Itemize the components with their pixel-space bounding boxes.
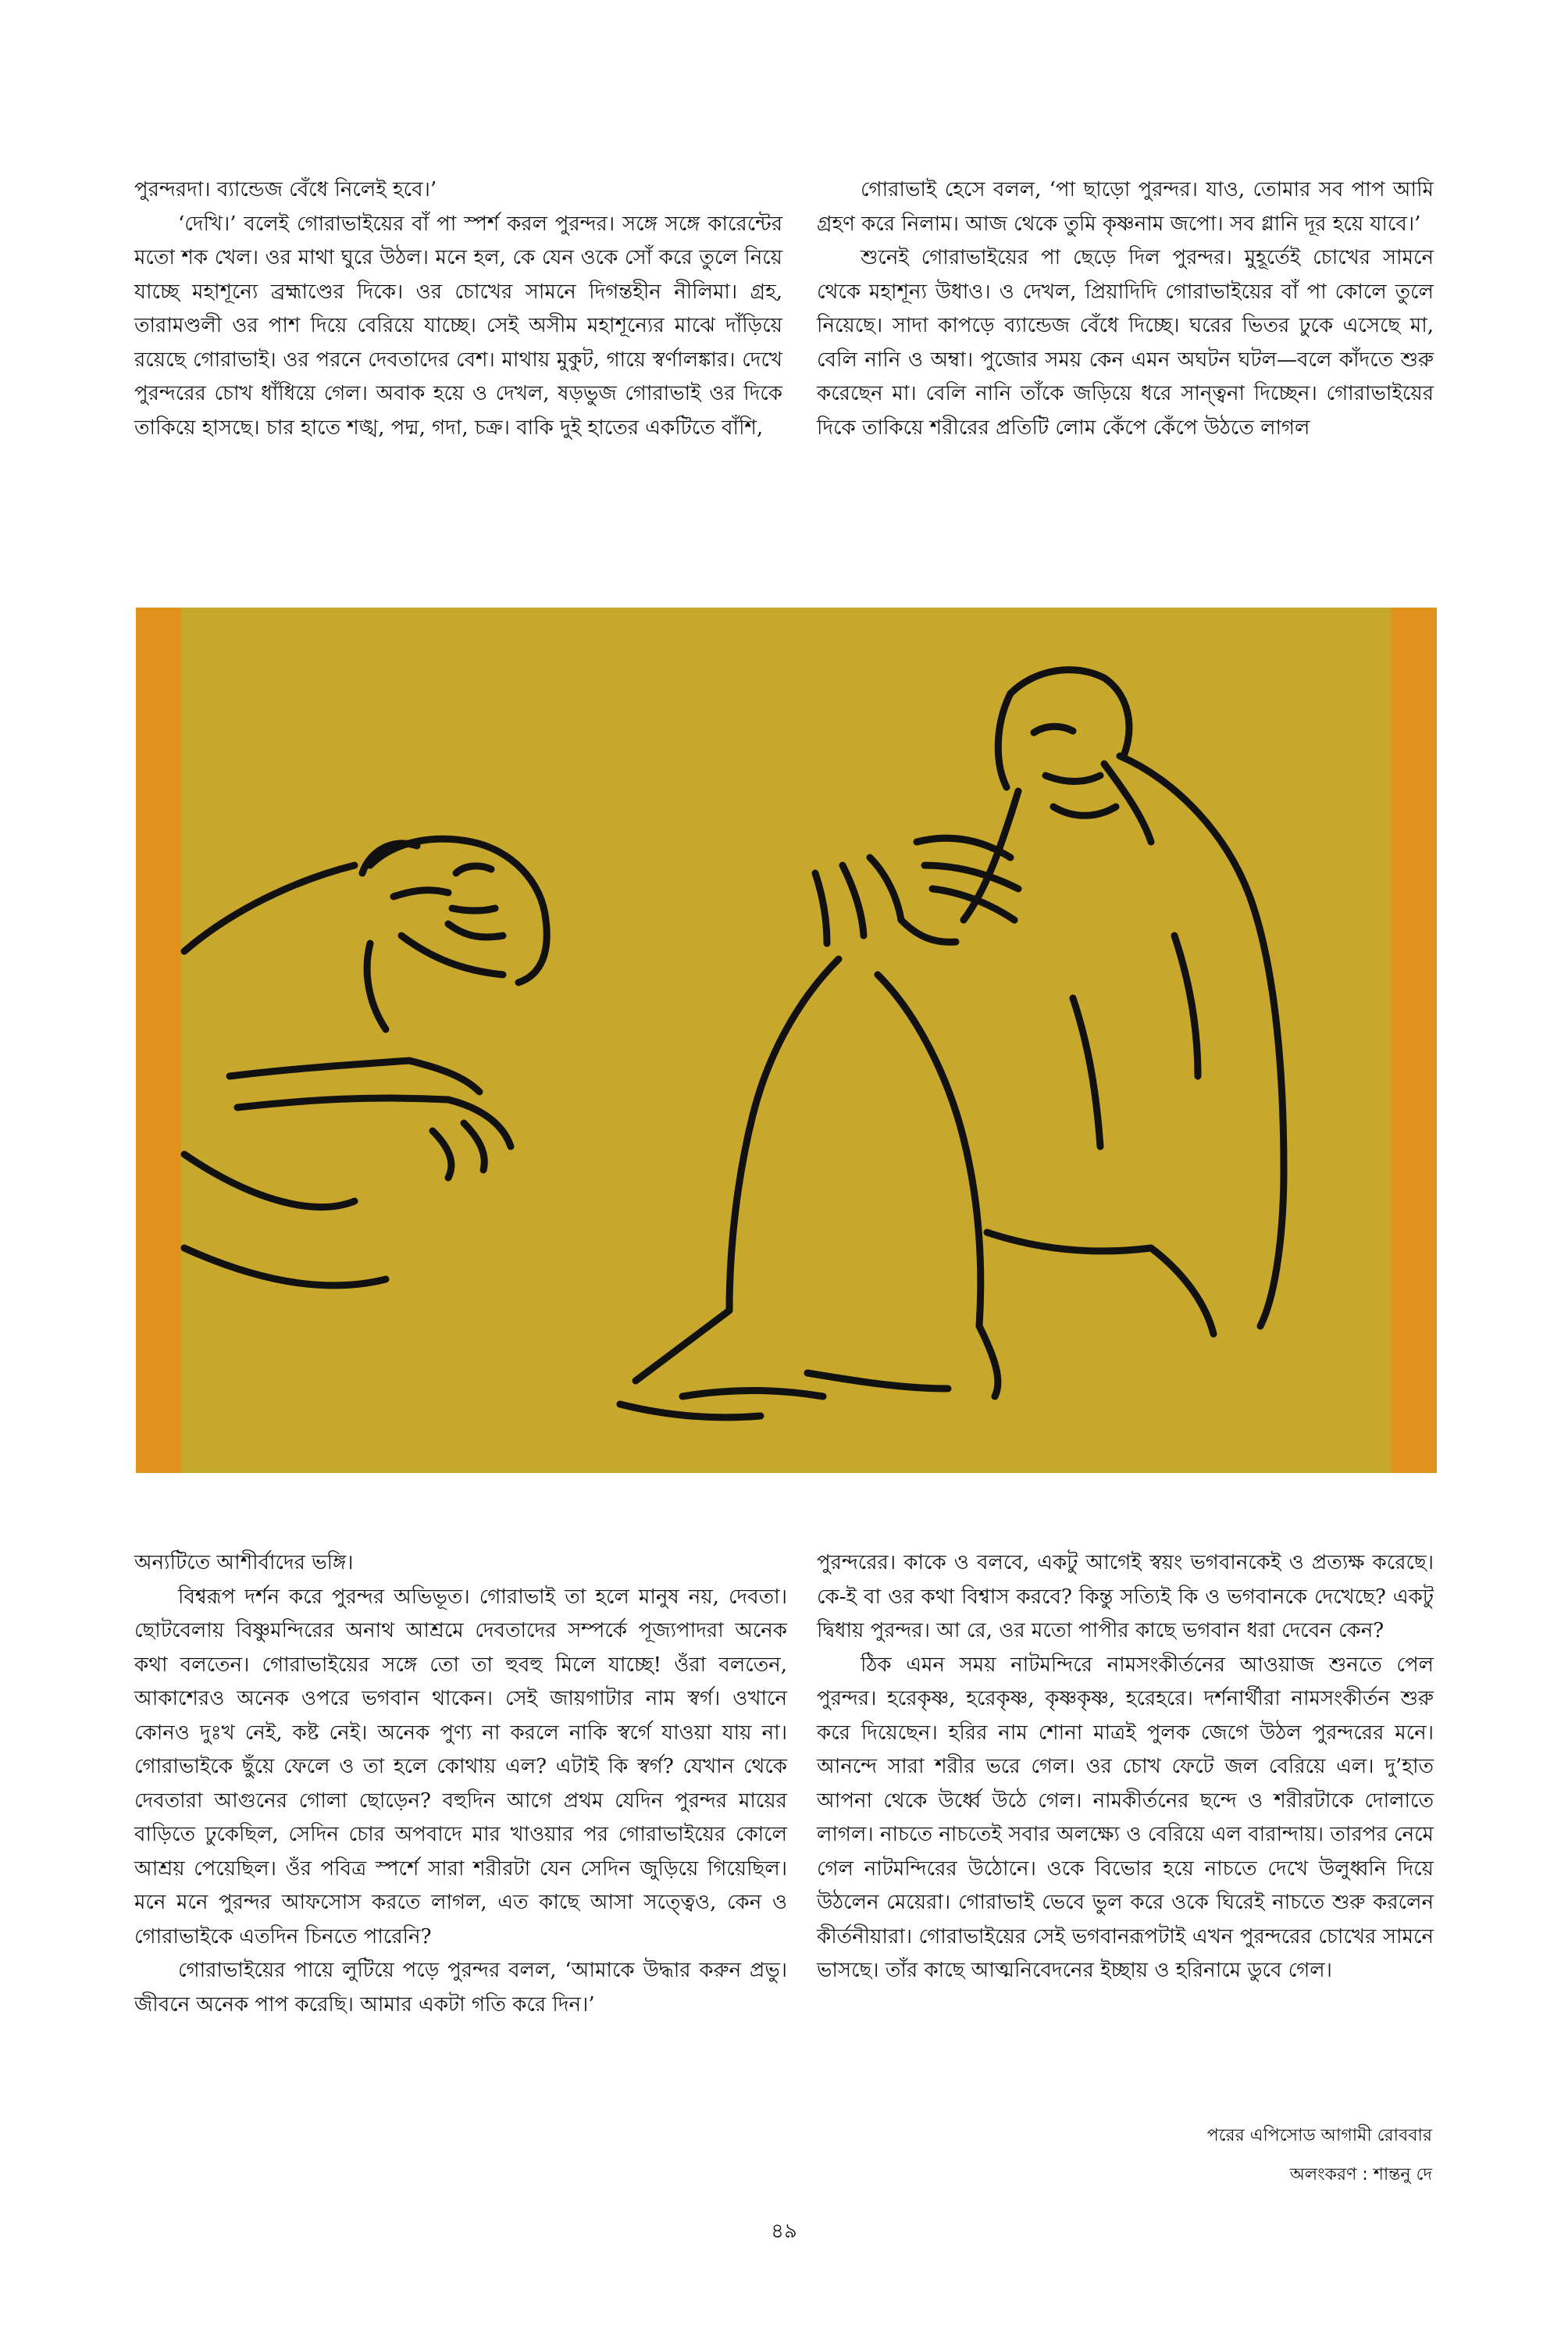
paragraph: শুনেই গোরাভাইয়ের পা ছেড়ে দিল পুরন্দর। মুহূর্তেই চোখের সামনে থেকে মহাশূন্য উধাও। ও দেখল, প্রিয়াদিদি গোরাভাইয়ের বাঁ পা কোলে তুলে নিয়েছে। সাদা কাপড়ে ব্যান্ডেজ বেঁধে দিচ্ছে। ঘরের ভিতর ঢুকে এসেছে মা, বেলি নানি ও অম্বা। পুজোর সময় কেন এমন অঘটন ঘটল—বলে কাঁদতে শুরু করেছেন মা। বেলি নানি তাঁকে জড়িয়ে ধরে সান্ত্বনা দিচ্ছেন। গোরাভাইয়ের দিকে তাকিয়ে শরীরের প্রতিটি লোম কেঁপে কেঁপে উঠতে লাগল: [817, 246, 1434, 440]
paragraph: বিশ্বরূপ দর্শন করে পুরন্দর অভিভূত। গোরাভাই তা হলে মানুষ নয়, দেবতা। ছোটবেলায় বিষ্ণুমন্দিরের অনাথ আশ্রমে দেবতাদের সম্পর্কে পূজ্যপাদরা অনেক কথা বলতেন। গোরাভাইয়ের সঙ্গে তো তা হুবহু মিলে যাচ্ছে! ওঁরা বলতেন, আকাশেরও অনেক ওপরে ভগবান থাকেন। সেই জায়গাটার নাম স্বর্গ। ওখানে কোনও দুঃখ নেই, কষ্ট নেই। অনেক পুণ্য না করলে নাকি স্বর্গে যাওয়া যায় না। গোরাভাইকে ছুঁয়ে ফেলে ও তা হলে কোথায় এল? এটাই কি স্বর্গ? যেখান থেকে দেবতারা আগুনের গোলা ছোড়েন? বহুদিন আগে প্রথম যেদিন পুরন্দর মায়ের বাড়িতে ঢুকেছিল, সেদিন চোর অপবাদে মার খাওয়ার পর গোরাভাইয়ের কোলে আশ্রয় পেয়েছিল। ওঁর পবিত্র স্পর্শে সারা শরীরটা যেন সেদিন জুড়িয়ে গিয়েছিল। মনে মনে পুরন্দর আফসোস করতে লাগল, এত কাছে আসা সত্ত্বেও, কেন ও গোরাভাইকে এতদিন চিনতে পারেনি?: [134, 1585, 787, 1949]
paragraph: পুরন্দরদা। ব্যান্ডেজ বেঁধে নিলেই হবে।’: [134, 178, 437, 201]
paragraph: ‘দেখি।’ বলেই গোরাভাইয়ের বাঁ পা স্পর্শ করল পুরন্দর। সঙ্গে সঙ্গে কারেন্টের মতো শক খেল। ওর মাথা ঘুরে উঠল। মনে হল, কে যেন ওকে সোঁ করে তুলে নিয়ে যাচ্ছে মহাশূন্যে ব্রহ্মাণ্ডের দিকে। ওর চোখের সামনে দিগন্তহীন নীলিমা। গ্রহ, তারামণ্ডলী ওর পাশ দিয়ে বেরিয়ে যাচ্ছে। সেই অসীম মহাশূন্যের মাঝে দাঁড়িয়ে রয়েছে গোরাভাই। ওর পরনে দেবতাদের বেশ। মাথায় মুকুট, গায়ে স্বর্ণালঙ্কার। দেখে পুরন্দরের চোখ ধাঁধিয়ে গেল। অবাক হয়ে ও দেখল, ষড়ভুজ গোরাভাই ওর দিকে তাকিয়ে হাসছে। চার হাতে শঙ্খ, পদ্ম, গদা, চক্র। বাকি দুই হাতের একটিতে বাঁশি,: [134, 212, 782, 440]
next-episode-note: পরের এপিসোড আগামী রোববার: [1206, 2126, 1432, 2145]
paragraph: গোরাভাইয়ের পায়ে লুটিয়ে পড়ে পুরন্দর বলল, ‘আমাকে উদ্ধার করুন প্রভু। জীবনে অনেক পাপ করেছি। আমার একটা গতি করে দিন।’: [134, 1959, 787, 2017]
paragraph: অন্যটিতে আশীর্বাদের ভঙ্গি।: [134, 1551, 354, 1574]
column-top-right: [817, 173, 1434, 445]
column-bottom-left: [134, 1546, 787, 2022]
illustration-credit: অলংকরণ : শান্তনু দে: [1289, 2165, 1432, 2184]
paragraph: ঠিক এমন সময় নাটমন্দিরে নামসংকীর্তনের আওয়াজ শুনতে পেল পুরন্দর। হরেকৃষ্ণ, হরেকৃষ্ণ, কৃষ্ণকৃষ্ণ, হরেহরে। দর্শনার্থীরা নামসংকীর্তন শুরু করে দিয়েছেন। হরির নাম শোনা মাত্রই পুলক জেগে উঠল পুরন্দরের মনে। আনন্দে সারা শরীর ভরে গেল। ওর চোখ ফেটে জল বেরিয়ে এল। দু’হাত আপনা থেকে উর্ধ্বে উঠে গেল। নামকীর্তনের ছন্দে ও শরীরটাকে দোলাতে লাগল। নাচতে নাচতেই সবার অলক্ষ্যে ও বেরিয়ে এল বারান্দায়। তারপর নেমে গেল নাটমন্দিরের উঠোনে। ওকে বিভোর হয়ে নাচতে দেখে উলুধ্বনি দিয়ে উঠলেন মেয়েরা। গোরাভাই ভেবে ভুল করে ওকে ঘিরেই নাচতে শুরু করলেন কীর্তনীয়ারা। গোরাভাইয়ের সেই ভগবানরূপটাই এখন পুরন্দরের চোখের সামনে ভাসছে। তাঁর কাছে আত্মনিবেদনের ইচ্ছায় ও হরিনামে ডুবে গেল।: [817, 1653, 1434, 1982]
paragraph: গোরাভাই হেসে বলল, ‘পা ছাড়ো পুরন্দর। যাও, তোমার সব পাপ আমি গ্রহণ করে নিলাম। আজ থেকে তুমি কৃষ্ণনাম জপো। সব গ্লানি দূর হয়ে যাবে।’: [817, 178, 1434, 236]
paragraph: পুরন্দরের। কাকে ও বলবে, একটু আগেই স্বয়ং ভগবানকেই ও প্রত্যক্ষ করেছে। কে-ই বা ওর কথা বিশ্বাস করবে? কিন্তু সত্যিই কি ও ভগবানকে দেখেছে? একটু দ্বিধায় পুরন্দর। আ রে, ওর মতো পাপীর কাছে ভগবান ধরা দেবেন কেন?: [817, 1551, 1434, 1642]
page-number: ৪৯: [771, 2220, 797, 2243]
column-bottom-right: [817, 1546, 1434, 1988]
story-illustration: [136, 608, 1437, 1473]
illustration-background: [181, 608, 1392, 1473]
column-top-left: [134, 173, 782, 445]
